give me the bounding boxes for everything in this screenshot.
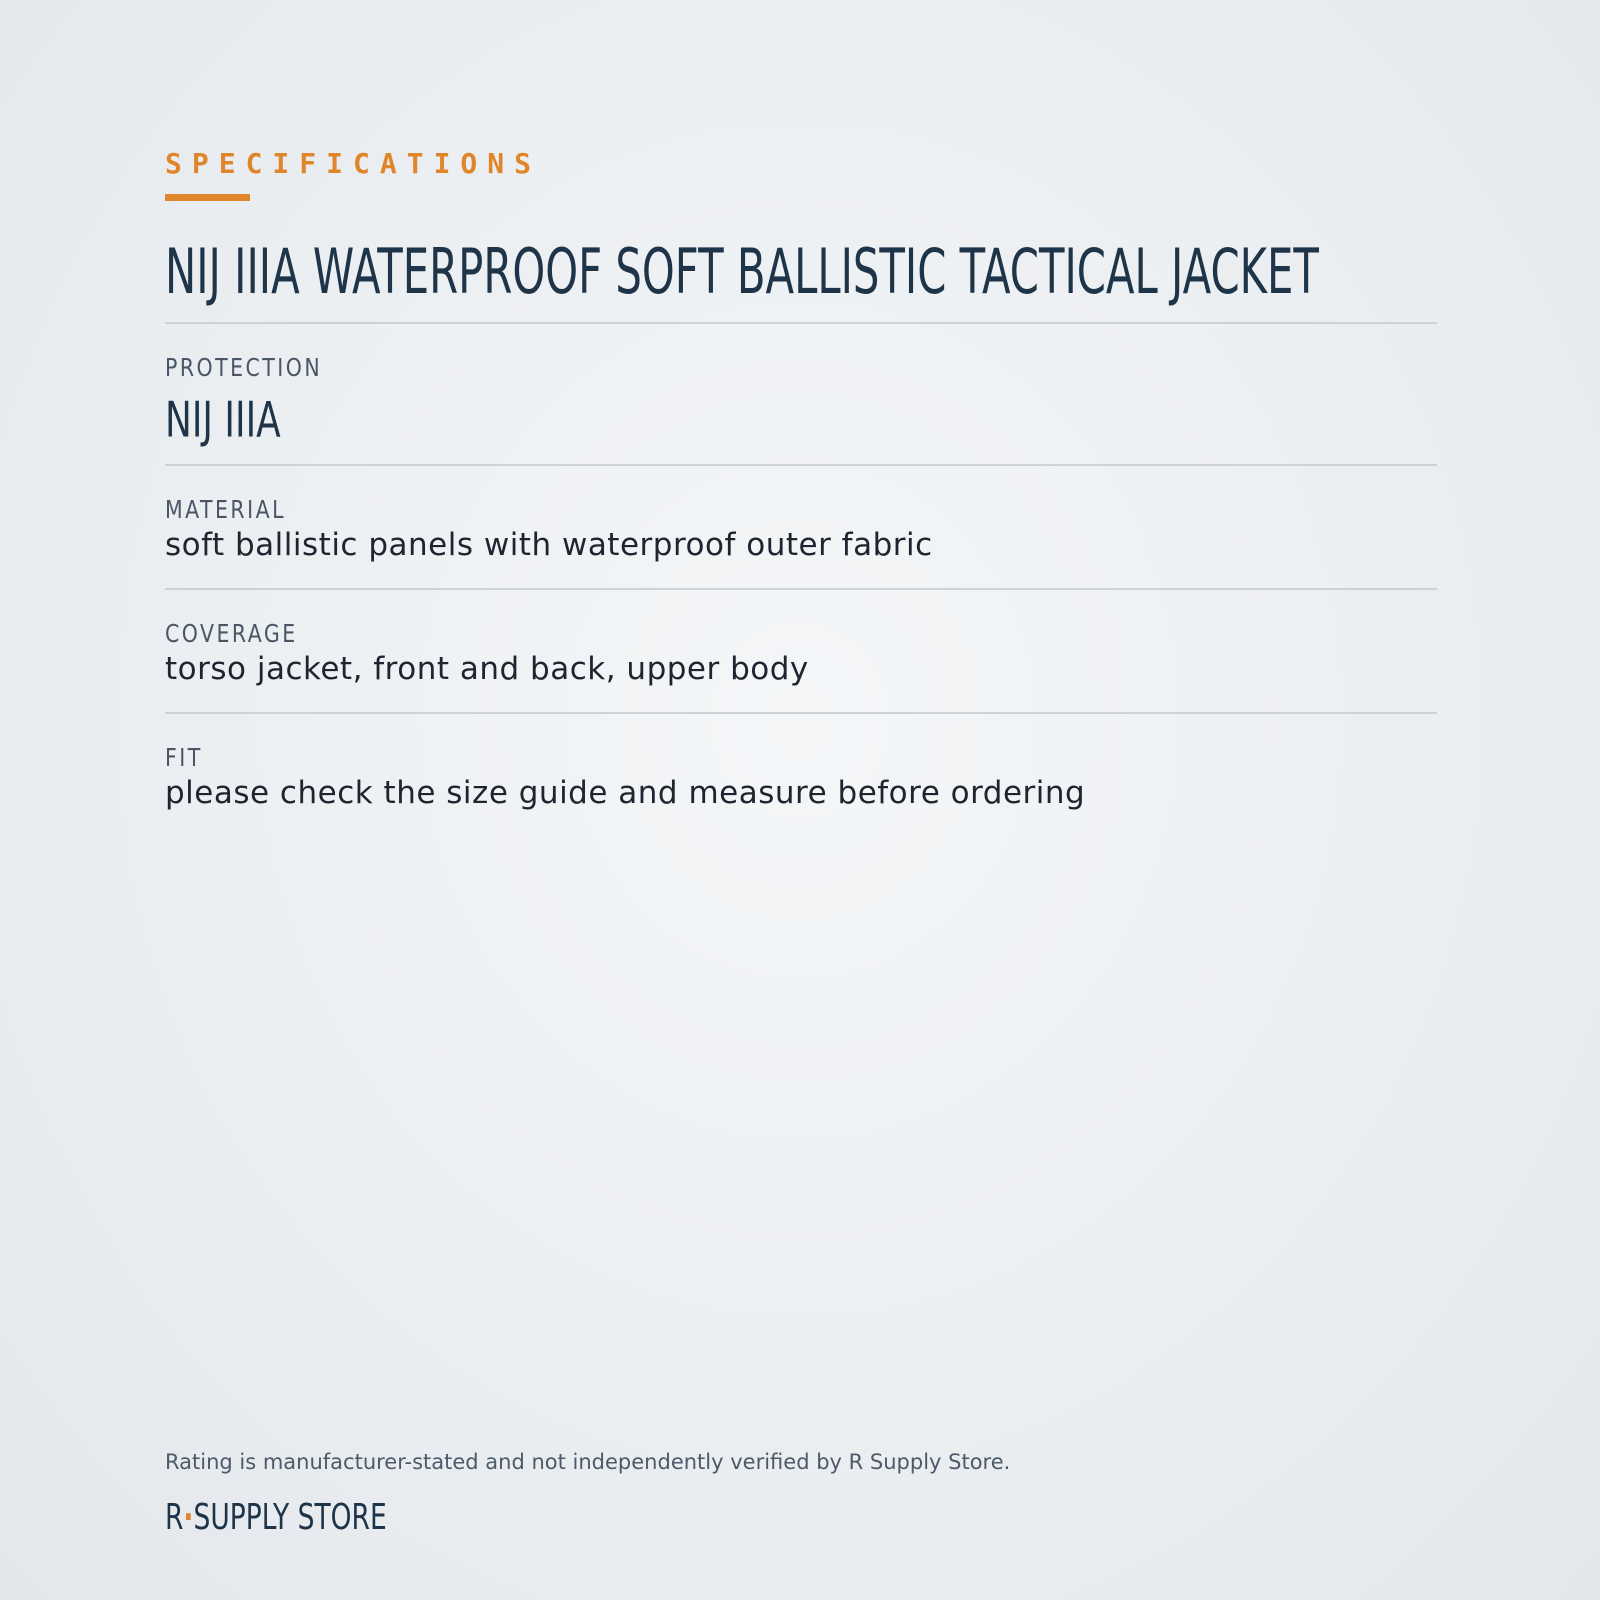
spec-label-protection: PROTECTION (165, 353, 323, 382)
divider (165, 464, 1437, 466)
brand-separator: · (183, 1496, 194, 1539)
divider (165, 588, 1437, 590)
spec-value-fit: please check the size guide and measure before ordering (165, 775, 1086, 811)
spec-label-fit: FIT (165, 743, 203, 772)
divider (165, 712, 1437, 714)
product-title: NIJ IIIA WATERPROOF SOFT BALLISTIC TACTICAL JACKET (165, 234, 1319, 309)
spec-label-coverage: COVERAGE (165, 619, 298, 648)
brand-prefix: R (165, 1496, 184, 1539)
spec-value-coverage: torso jacket, front and back, upper body (165, 651, 809, 687)
brand-logo (165, 1496, 387, 1539)
disclaimer-text: Rating is manufacturer-stated and not independently verified by R Supply Store. (165, 1450, 1011, 1474)
divider (165, 322, 1437, 324)
brand-suffix: SUPPLY STORE (193, 1496, 387, 1539)
spec-value-protection: NIJ IIIA (165, 390, 281, 448)
eyebrow-underline (165, 194, 250, 201)
spec-value-material: soft ballistic panels with waterproof outer fabric (165, 527, 933, 563)
section-eyebrow: SPECIFICATIONS (165, 147, 542, 180)
spec-label-material: MATERIAL (165, 495, 287, 524)
